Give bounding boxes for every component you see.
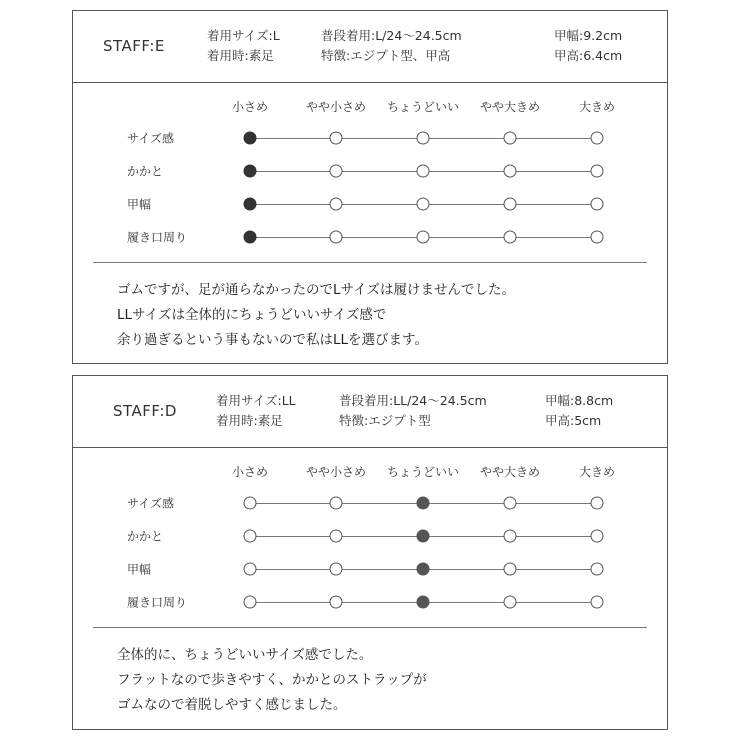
rating-dot [244,497,257,510]
scale-label: やや大きめ [479,465,541,479]
staff-comment [117,643,427,718]
rating-dot [330,497,343,510]
row-label: サイズ感 [127,131,175,146]
rating-dot [591,132,604,145]
staff-e-card [72,10,668,364]
rating-dot [330,132,343,145]
instep-height: 甲高:6.4cm [554,48,623,63]
rating-dot [330,231,343,244]
rating-dot-selected [244,231,257,244]
rating-dot [591,596,604,609]
row-label: かかと [127,164,164,179]
scale-label: 小さめ [231,465,269,479]
rating-dot-selected [417,596,430,609]
comment-line: ゴムですが、足が通らなかったのでLサイズは履けませんでした。 [117,282,515,298]
staff-name: STAFF:D [113,402,177,420]
wear-condition: 着用時:素足 [207,48,274,63]
rating-dot [504,132,517,145]
wear-size: 着用サイズ:LL [216,393,296,408]
rating-dot [244,530,257,543]
staff-name: STAFF:E [103,37,165,55]
comment-line: フラットなので歩きやすく、かかとのストラップが [117,672,427,688]
rating-dot-selected [244,132,257,145]
staff-d-header [73,376,667,448]
rating-dot [504,563,517,576]
divider [93,627,647,628]
scale-label: やや小さめ [305,100,367,114]
rating-dot [591,165,604,178]
staff-d-card [72,375,668,730]
scale-label: 大きめ [578,465,616,479]
staff-e-header [73,11,667,83]
rating-dot-selected [417,530,430,543]
staff-comment [117,278,515,353]
comment-line: 全体的に、ちょうどいいサイズ感でした。 [117,647,373,663]
wear-condition: 着用時:素足 [216,413,283,428]
rating-dot [417,165,430,178]
rating-dot [244,563,257,576]
row-label: サイズ感 [127,496,175,511]
rating-dot [591,198,604,211]
comment-line: 余り過ぎるという事もないので私はLLを選びます。 [117,332,428,348]
rating-dot [504,530,517,543]
rating-dot [417,132,430,145]
rating-dot [417,231,430,244]
rating-dot-selected [244,165,257,178]
wear-size: 着用サイズ:L [207,28,280,43]
rating-dot [330,530,343,543]
rating-dot [504,596,517,609]
rating-dot [244,596,257,609]
usual-size: 普段着用:LL/24～24.5cm [339,393,487,408]
instep-width: 甲幅:9.2cm [554,28,623,43]
rating-dot [417,198,430,211]
rating-dot [330,563,343,576]
rating-dot-selected [244,198,257,211]
row-label: かかと [127,529,164,544]
rating-dot-selected [417,563,430,576]
rating-dot [504,231,517,244]
rating-dot [591,231,604,244]
rating-dot [504,497,517,510]
comment-line: ゴムなので着脱しやすく感じました。 [117,697,347,713]
scale-label: やや大きめ [479,100,541,114]
rating-dot [504,165,517,178]
instep-height: 甲高:5cm [545,413,602,428]
rating-dot-selected [417,497,430,510]
scale-label: やや小さめ [305,465,367,479]
usual-size: 普段着用:L/24～24.5cm [321,28,462,43]
scale-label: 小さめ [231,100,269,114]
scale-label: 大きめ [578,100,616,114]
rating-dot [591,530,604,543]
foot-feature: 特徴:エジプト型、甲高 [321,48,451,63]
row-label: 甲幅 [127,562,152,577]
scale-label: ちょうどいい [386,100,460,114]
rating-dot [330,165,343,178]
foot-feature: 特徴:エジプト型 [339,413,431,428]
rating-dot [591,563,604,576]
instep-width: 甲幅:8.8cm [545,393,614,408]
rating-dot [591,497,604,510]
rating-dot [330,596,343,609]
row-label: 履き口周り [127,230,188,245]
comment-line: LLサイズは全体的にちょうどいいサイズ感で [117,307,387,323]
scale-label: ちょうどいい [386,465,460,479]
row-label: 履き口周り [127,595,188,610]
rating-dot [504,198,517,211]
rating-dot [330,198,343,211]
divider [93,262,647,263]
row-label: 甲幅 [127,197,152,212]
